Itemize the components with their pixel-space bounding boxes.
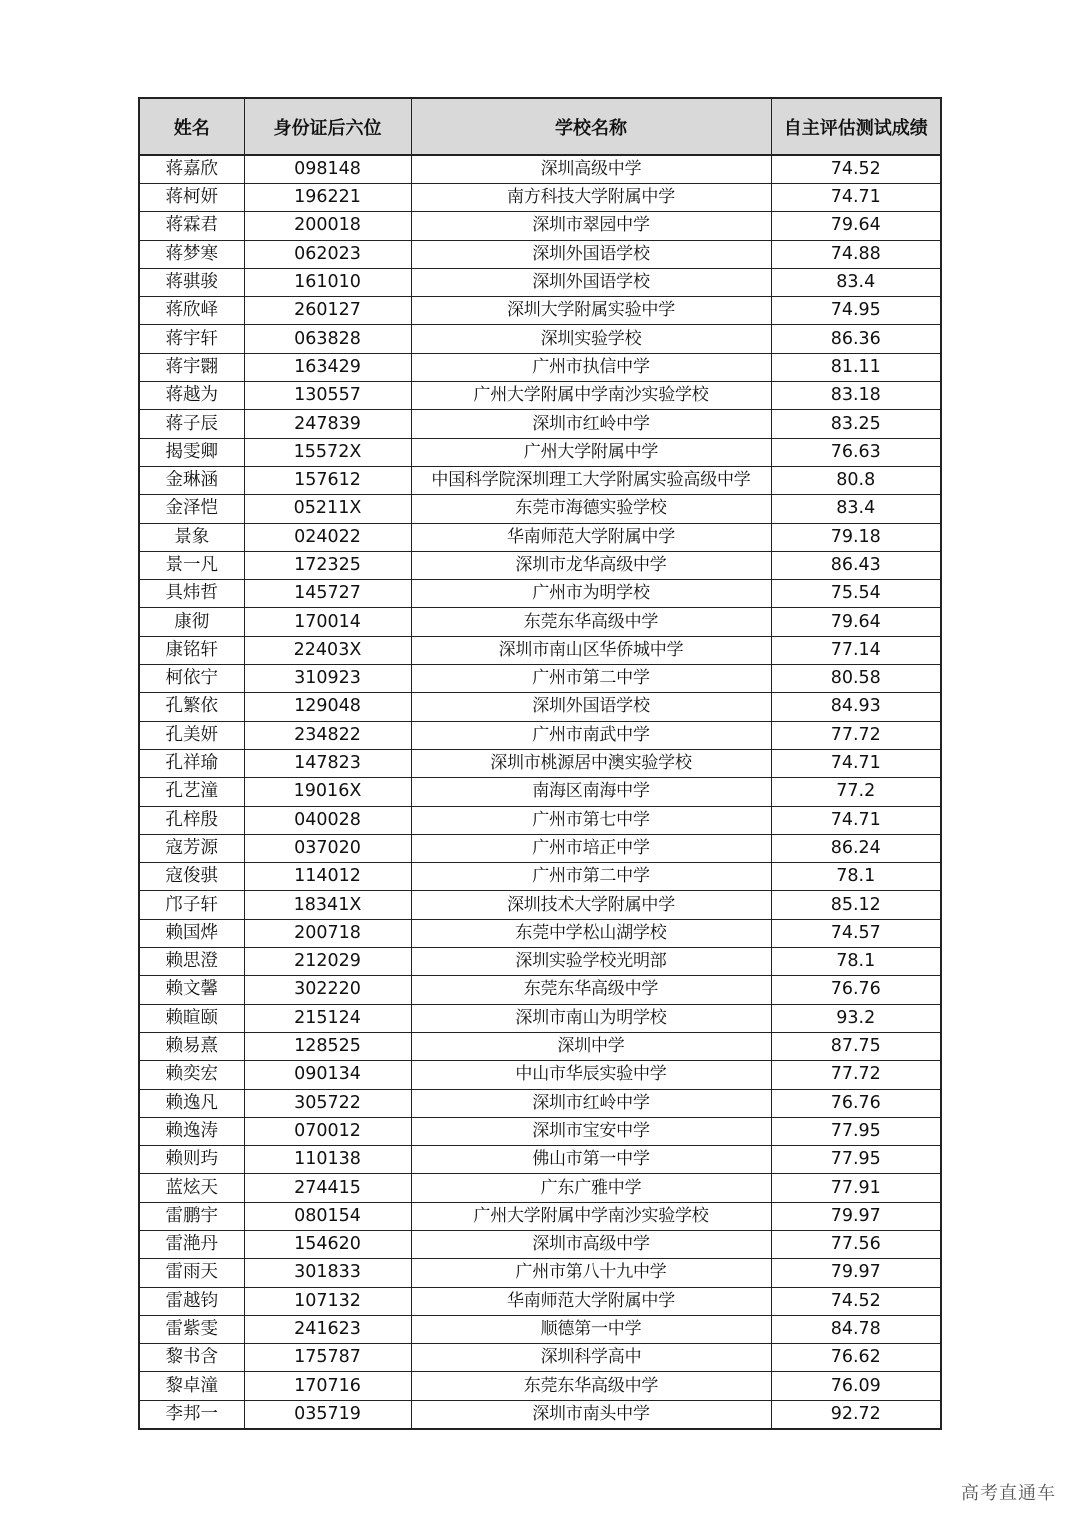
cell-school: 深圳市龙华高级中学: [411, 551, 771, 579]
cell-score: 81.11: [771, 353, 941, 381]
table-row: [139, 1315, 941, 1343]
watermark: 高考直通车: [961, 1483, 1056, 1504]
cell-school: 广东广雅中学: [411, 1174, 771, 1202]
cell-id-last-six: 05211X: [244, 495, 411, 523]
cell-school: 深圳外国语学校: [411, 693, 771, 721]
table-row: [139, 721, 941, 749]
cell-id-last-six: 163429: [244, 353, 411, 381]
cell-name: 蓝炫天: [139, 1174, 244, 1202]
cell-school: 深圳市红岭中学: [411, 410, 771, 438]
cell-score: 78.1: [771, 863, 941, 891]
cell-school: 东莞东华高级中学: [411, 608, 771, 636]
table-row: [139, 1032, 941, 1060]
table-row: [139, 1004, 941, 1032]
cell-id-last-six: 19016X: [244, 778, 411, 806]
cell-name: 赖易熹: [139, 1032, 244, 1060]
table-row: [139, 438, 941, 466]
table-row: [139, 976, 941, 1004]
cell-id-last-six: 212029: [244, 948, 411, 976]
table-row: [139, 749, 941, 777]
cell-school: 中山市华辰实验中学: [411, 1061, 771, 1089]
cell-score: 77.2: [771, 778, 941, 806]
cell-name: 黎书含: [139, 1344, 244, 1372]
cell-score: 75.54: [771, 580, 941, 608]
cell-name: 雷鹏宇: [139, 1202, 244, 1230]
cell-score: 76.09: [771, 1372, 941, 1400]
cell-score: 76.62: [771, 1344, 941, 1372]
table-row: [139, 948, 941, 976]
table-row: [139, 806, 941, 834]
cell-id-last-six: 301833: [244, 1259, 411, 1287]
table-row: [139, 580, 941, 608]
cell-score: 74.52: [771, 155, 941, 184]
cell-score: 77.95: [771, 1146, 941, 1174]
table-row: [139, 1174, 941, 1202]
table-row: [139, 325, 941, 353]
cell-score: 87.75: [771, 1032, 941, 1060]
table-row: [139, 1117, 941, 1145]
cell-name: 赖暄颐: [139, 1004, 244, 1032]
cell-name: 雷雨天: [139, 1259, 244, 1287]
cell-id-last-six: 130557: [244, 382, 411, 410]
table-row: [139, 382, 941, 410]
cell-school: 深圳科学高中: [411, 1344, 771, 1372]
cell-score: 83.4: [771, 268, 941, 296]
table-row: [139, 1230, 941, 1258]
cell-score: 86.36: [771, 325, 941, 353]
cell-name: 雷越钧: [139, 1287, 244, 1315]
table-row: [139, 665, 941, 693]
cell-id-last-six: 080154: [244, 1202, 411, 1230]
cell-school: 深圳市红岭中学: [411, 1089, 771, 1117]
cell-score: 83.18: [771, 382, 941, 410]
cell-school: 广州大学附属中学南沙实验学校: [411, 382, 771, 410]
cell-id-last-six: 040028: [244, 806, 411, 834]
cell-id-last-six: 305722: [244, 1089, 411, 1117]
table-row: [139, 693, 941, 721]
table-row: [139, 155, 941, 184]
cell-school: 东莞市海德实验学校: [411, 495, 771, 523]
cell-school: 广州市第七中学: [411, 806, 771, 834]
cell-name: 景象: [139, 523, 244, 551]
cell-school: 南海区南海中学: [411, 778, 771, 806]
cell-score: 80.8: [771, 466, 941, 494]
table-row: [139, 184, 941, 212]
cell-school: 深圳大学附属实验中学: [411, 297, 771, 325]
cell-score: 77.91: [771, 1174, 941, 1202]
cell-id-last-six: 200718: [244, 919, 411, 947]
cell-name: 金泽恺: [139, 495, 244, 523]
cell-school: 东莞东华高级中学: [411, 976, 771, 1004]
cell-id-last-six: 15572X: [244, 438, 411, 466]
cell-name: 孔祥瑜: [139, 749, 244, 777]
table-row: [139, 410, 941, 438]
cell-name: 孔艺潼: [139, 778, 244, 806]
cell-name: 蒋嘉欣: [139, 155, 244, 184]
cell-score: 83.4: [771, 495, 941, 523]
table-row: [139, 1372, 941, 1400]
cell-id-last-six: 114012: [244, 863, 411, 891]
table-row: [139, 353, 941, 381]
cell-score: 74.88: [771, 240, 941, 268]
cell-id-last-six: 090134: [244, 1061, 411, 1089]
cell-score: 84.78: [771, 1315, 941, 1343]
cell-score: 78.1: [771, 948, 941, 976]
header-name: 姓名: [139, 98, 244, 155]
cell-score: 83.25: [771, 410, 941, 438]
cell-id-last-six: 063828: [244, 325, 411, 353]
table-row: [139, 1061, 941, 1089]
table-row: [139, 268, 941, 296]
table-row: [139, 1259, 941, 1287]
cell-id-last-six: 170716: [244, 1372, 411, 1400]
cell-id-last-six: 260127: [244, 297, 411, 325]
cell-score: 74.52: [771, 1287, 941, 1315]
cell-school: 深圳市南山区华侨城中学: [411, 636, 771, 664]
cell-id-last-six: 234822: [244, 721, 411, 749]
cell-score: 76.63: [771, 438, 941, 466]
cell-school: 深圳市南山为明学校: [411, 1004, 771, 1032]
cell-school: 深圳市南头中学: [411, 1400, 771, 1429]
cell-id-last-six: 157612: [244, 466, 411, 494]
cell-school: 深圳实验学校光明部: [411, 948, 771, 976]
cell-id-last-six: 070012: [244, 1117, 411, 1145]
cell-name: 赖逸凡: [139, 1089, 244, 1117]
cell-name: 孔梓殷: [139, 806, 244, 834]
cell-school: 南方科技大学附属中学: [411, 184, 771, 212]
table-row: [139, 297, 941, 325]
cell-name: 蒋子辰: [139, 410, 244, 438]
cell-school: 广州市为明学校: [411, 580, 771, 608]
table-row: [139, 523, 941, 551]
cell-name: 揭雯卿: [139, 438, 244, 466]
cell-school: 深圳实验学校: [411, 325, 771, 353]
cell-score: 77.72: [771, 721, 941, 749]
cell-score: 77.72: [771, 1061, 941, 1089]
table-row: [139, 1089, 941, 1117]
cell-name: 赖思澄: [139, 948, 244, 976]
cell-name: 孔美妍: [139, 721, 244, 749]
cell-id-last-six: 172325: [244, 551, 411, 579]
cell-score: 74.71: [771, 184, 941, 212]
cell-id-last-six: 145727: [244, 580, 411, 608]
cell-school: 中国科学院深圳理工大学附属实验高级中学: [411, 466, 771, 494]
table-row: [139, 891, 941, 919]
cell-id-last-six: 110138: [244, 1146, 411, 1174]
cell-name: 李邦一: [139, 1400, 244, 1429]
cell-school: 顺德第一中学: [411, 1315, 771, 1343]
table-row: [139, 778, 941, 806]
cell-school: 深圳外国语学校: [411, 240, 771, 268]
table-header-row: [139, 98, 941, 155]
cell-school: 广州大学附属中学: [411, 438, 771, 466]
cell-name: 蒋霖君: [139, 212, 244, 240]
cell-name: 赖文馨: [139, 976, 244, 1004]
cell-score: 86.43: [771, 551, 941, 579]
cell-id-last-six: 18341X: [244, 891, 411, 919]
table-row: [139, 1287, 941, 1315]
cell-score: 76.76: [771, 1089, 941, 1117]
cell-id-last-six: 098148: [244, 155, 411, 184]
table-row: [139, 495, 941, 523]
score-sheet: [138, 97, 940, 1430]
cell-id-last-six: 154620: [244, 1230, 411, 1258]
cell-score: 84.93: [771, 693, 941, 721]
cell-school: 广州市第二中学: [411, 863, 771, 891]
cell-school: 东莞东华高级中学: [411, 1372, 771, 1400]
table-row: [139, 1400, 941, 1429]
cell-school: 深圳市翠园中学: [411, 212, 771, 240]
cell-id-last-six: 161010: [244, 268, 411, 296]
cell-score: 79.18: [771, 523, 941, 551]
cell-score: 92.72: [771, 1400, 941, 1429]
cell-score: 74.71: [771, 749, 941, 777]
table-row: [139, 1344, 941, 1372]
cell-name: 蒋骐骏: [139, 268, 244, 296]
cell-school: 深圳市宝安中学: [411, 1117, 771, 1145]
cell-name: 柯依宁: [139, 665, 244, 693]
cell-name: 蒋梦寒: [139, 240, 244, 268]
cell-id-last-six: 200018: [244, 212, 411, 240]
cell-name: 蒋越为: [139, 382, 244, 410]
cell-score: 77.56: [771, 1230, 941, 1258]
cell-school: 深圳中学: [411, 1032, 771, 1060]
cell-score: 76.76: [771, 976, 941, 1004]
cell-name: 黎卓潼: [139, 1372, 244, 1400]
table-row: [139, 863, 941, 891]
cell-score: 77.14: [771, 636, 941, 664]
table-row: [139, 212, 941, 240]
cell-name: 赖逸涛: [139, 1117, 244, 1145]
cell-id-last-six: 247839: [244, 410, 411, 438]
cell-school: 深圳市高级中学: [411, 1230, 771, 1258]
score-table: [138, 97, 942, 1430]
cell-id-last-six: 037020: [244, 834, 411, 862]
cell-school: 深圳高级中学: [411, 155, 771, 184]
cell-score: 74.57: [771, 919, 941, 947]
cell-id-last-six: 035719: [244, 1400, 411, 1429]
cell-id-last-six: 107132: [244, 1287, 411, 1315]
table-row: [139, 240, 941, 268]
cell-score: 79.64: [771, 608, 941, 636]
cell-school: 广州市执信中学: [411, 353, 771, 381]
cell-score: 74.95: [771, 297, 941, 325]
cell-id-last-six: 310923: [244, 665, 411, 693]
cell-name: 景一凡: [139, 551, 244, 579]
cell-name: 邝子轩: [139, 891, 244, 919]
cell-id-last-six: 024022: [244, 523, 411, 551]
cell-school: 深圳市桃源居中澳实验学校: [411, 749, 771, 777]
header-school-name: 学校名称: [411, 98, 771, 155]
cell-school: 深圳技术大学附属中学: [411, 891, 771, 919]
cell-id-last-six: 062023: [244, 240, 411, 268]
cell-name: 寇俊骐: [139, 863, 244, 891]
cell-school: 华南师范大学附属中学: [411, 523, 771, 551]
cell-name: 赖奕宏: [139, 1061, 244, 1089]
cell-school: 华南师范大学附属中学: [411, 1287, 771, 1315]
cell-school: 佛山市第一中学: [411, 1146, 771, 1174]
cell-name: 蒋宇翾: [139, 353, 244, 381]
cell-name: 蒋柯妍: [139, 184, 244, 212]
cell-name: 康铭轩: [139, 636, 244, 664]
cell-school: 广州市第八十九中学: [411, 1259, 771, 1287]
cell-name: 赖则玙: [139, 1146, 244, 1174]
cell-score: 80.58: [771, 665, 941, 693]
cell-name: 金琳涵: [139, 466, 244, 494]
cell-name: 具炜哲: [139, 580, 244, 608]
table-row: [139, 636, 941, 664]
cell-school: 广州市培正中学: [411, 834, 771, 862]
cell-name: 蒋欣峄: [139, 297, 244, 325]
cell-score: 85.12: [771, 891, 941, 919]
header-score: 自主评估测试成绩: [771, 98, 941, 155]
cell-id-last-six: 170014: [244, 608, 411, 636]
cell-name: 蒋宇轩: [139, 325, 244, 353]
cell-score: 93.2: [771, 1004, 941, 1032]
cell-id-last-six: 196221: [244, 184, 411, 212]
cell-id-last-six: 175787: [244, 1344, 411, 1372]
cell-name: 孔繁依: [139, 693, 244, 721]
cell-school: 广州市第二中学: [411, 665, 771, 693]
cell-id-last-six: 215124: [244, 1004, 411, 1032]
table-row: [139, 466, 941, 494]
table-row: [139, 919, 941, 947]
cell-school: 东莞中学松山湖学校: [411, 919, 771, 947]
cell-school: 广州市南武中学: [411, 721, 771, 749]
table-row: [139, 1146, 941, 1174]
table-row: [139, 1202, 941, 1230]
cell-name: 雷紫雯: [139, 1315, 244, 1343]
cell-name: 赖国烨: [139, 919, 244, 947]
table-body: [139, 155, 941, 1429]
cell-id-last-six: 22403X: [244, 636, 411, 664]
cell-school: 深圳外国语学校: [411, 268, 771, 296]
cell-score: 74.71: [771, 806, 941, 834]
header-id-last-six: 身份证后六位: [244, 98, 411, 155]
table-row: [139, 551, 941, 579]
cell-id-last-six: 147823: [244, 749, 411, 777]
cell-score: 79.97: [771, 1259, 941, 1287]
cell-name: 康彻: [139, 608, 244, 636]
cell-score: 79.97: [771, 1202, 941, 1230]
cell-id-last-six: 129048: [244, 693, 411, 721]
table-row: [139, 834, 941, 862]
cell-id-last-six: 241623: [244, 1315, 411, 1343]
cell-id-last-six: 302220: [244, 976, 411, 1004]
table-row: [139, 608, 941, 636]
cell-score: 79.64: [771, 212, 941, 240]
cell-school: 广州大学附属中学南沙实验学校: [411, 1202, 771, 1230]
cell-name: 雷滟丹: [139, 1230, 244, 1258]
cell-score: 77.95: [771, 1117, 941, 1145]
cell-id-last-six: 274415: [244, 1174, 411, 1202]
cell-id-last-six: 128525: [244, 1032, 411, 1060]
cell-name: 寇芳源: [139, 834, 244, 862]
cell-score: 86.24: [771, 834, 941, 862]
